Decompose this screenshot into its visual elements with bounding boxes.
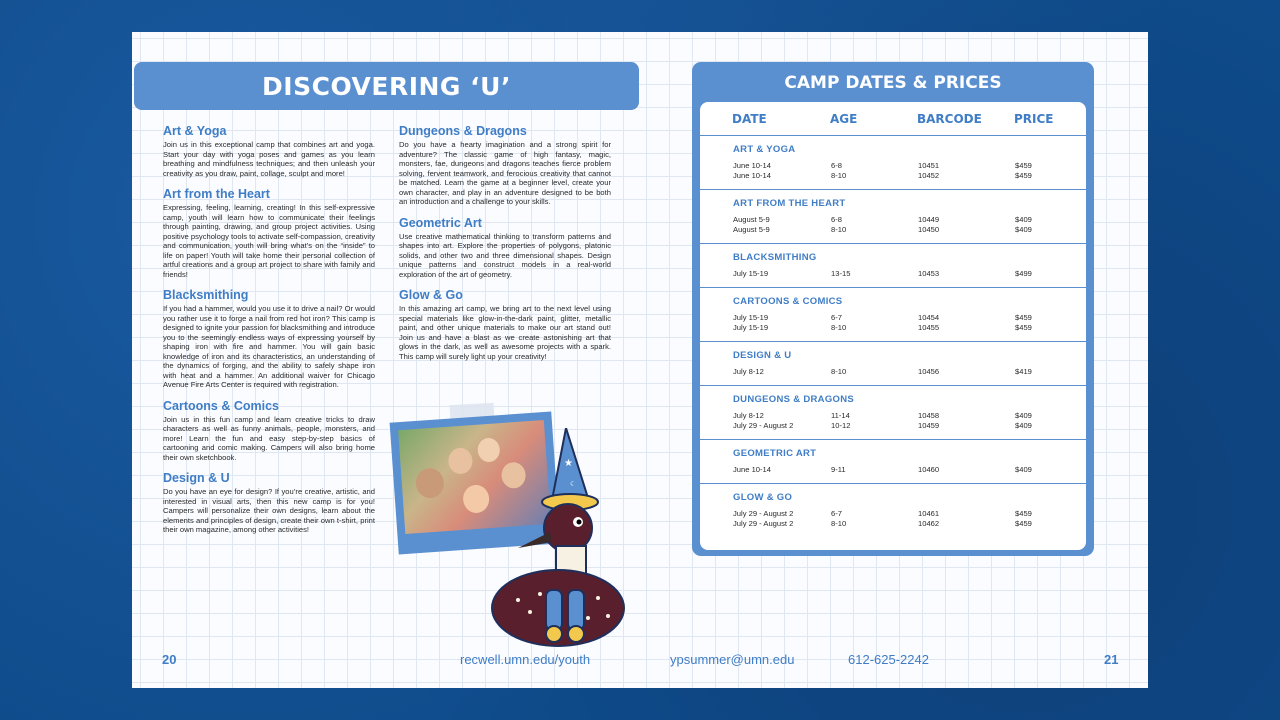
cell-age: 8-10 xyxy=(831,519,847,528)
table-row xyxy=(733,215,1086,225)
camp-title: Cartoons & Comics xyxy=(163,398,279,413)
price-group xyxy=(700,386,1086,440)
cell-barcode: 10449 xyxy=(918,215,940,224)
header-barcode: BARCODE xyxy=(917,111,982,126)
cell-age: 6-7 xyxy=(831,509,842,518)
group-title: CARTOONS & COMICS xyxy=(733,296,843,307)
brochure-spread xyxy=(132,32,1148,688)
camp-title: Glow & Go xyxy=(399,288,463,302)
group-title: DUNGEONS & DRAGONS xyxy=(733,394,854,405)
cell-barcode: 10451 xyxy=(918,161,940,170)
phone-number: 612-625-2242 xyxy=(848,652,929,667)
group-title: ART FROM THE HEART xyxy=(733,198,846,209)
camp-section xyxy=(163,187,375,279)
camp-title: Art from the Heart xyxy=(163,187,270,201)
group-title: GLOW & GO xyxy=(733,492,793,503)
cell-barcode: 10458 xyxy=(918,411,940,420)
table-row xyxy=(733,171,1086,181)
cell-barcode: 10455 xyxy=(918,323,940,332)
table-row xyxy=(733,411,1086,421)
header-age: AGE xyxy=(830,111,858,126)
group-title: BLACKSMITHING xyxy=(733,252,817,263)
cell-date: July 15-19 xyxy=(733,323,769,332)
table-header xyxy=(700,102,1086,136)
cell-barcode: 10459 xyxy=(918,421,940,430)
camp-description: Do you have an eye for design? If you’re creative, artistic, and interested in visual arts, then this new camp is for you! Campers will personalize their own designs, learn about the elements and principles of design, create their own t-shirt, print their own magazine, among other activities! xyxy=(163,487,375,534)
camp-list-left xyxy=(163,124,375,544)
cell-age: 8-10 xyxy=(831,225,847,234)
cell-date: July 15-19 xyxy=(733,269,769,278)
cell-age: 6-8 xyxy=(831,215,842,224)
page-title: DISCOVERING ‘U’ xyxy=(134,62,639,110)
cell-age: 11-14 xyxy=(831,411,850,420)
table-row xyxy=(733,519,1086,529)
cell-date: July 15-19 xyxy=(733,313,769,322)
camp-description: Do you have a hearty imagination and a strong spirit for adventure? The classic game of high fantasy, magic, monsters, fae, dungeons and dragons teaches fierce problem solving, fervent teamwork, and ferocious creativity that cannot be matched. Learn the game at a beginner level, create your own character, and play in an adventure designed to be both an introduction and a challenge to your skills. xyxy=(399,140,611,206)
cell-age: 13-15 xyxy=(831,269,851,278)
cell-date: June 10-14 xyxy=(733,171,771,180)
cell-date: July 29 - August 2 xyxy=(733,509,794,518)
svg-text:★: ★ xyxy=(564,458,573,469)
wizard-loon-mascot xyxy=(488,428,628,658)
cell-barcode: 10454 xyxy=(918,313,940,322)
camp-title: Blacksmithing xyxy=(163,288,249,302)
cell-age: 8-10 xyxy=(831,367,847,376)
cell-price: $459 xyxy=(1015,509,1032,518)
camp-section xyxy=(163,288,375,390)
cell-age: 8-10 xyxy=(831,323,847,332)
cell-date: June 10-14 xyxy=(733,161,771,170)
cell-price: $459 xyxy=(1015,313,1032,322)
cell-price: $409 xyxy=(1015,465,1032,474)
cell-price: $409 xyxy=(1015,421,1032,430)
cell-age: 6-8 xyxy=(831,161,842,170)
cell-price: $459 xyxy=(1015,171,1032,180)
table-row xyxy=(733,509,1086,519)
camp-list-middle xyxy=(399,124,611,370)
table-row xyxy=(733,225,1086,235)
cell-date: August 5-9 xyxy=(733,225,770,234)
svg-text:☾: ☾ xyxy=(570,480,577,488)
cell-date: July 29 - August 2 xyxy=(733,421,794,430)
table-row xyxy=(733,323,1086,333)
camp-title: Geometric Art xyxy=(399,215,482,230)
cell-price: $409 xyxy=(1015,225,1032,234)
camp-description: In this amazing art camp, we bring art to the next level using special materials like glow-in-the-dark paint, glitter, metallic paint, and other unique materials to make our art stand out! Join us and have a blast as we create astonishing art that glows in the dark, as well as awesome projects with a spark. This camp will surely light up your creativity! xyxy=(399,304,611,361)
camp-description: Expressing, feeling, learning, creating! In this self-expressive camp, youth will learn how to communicate their feelings through painting, drawing, and group project activities. Using positive psychology tools to activate self-compassion, creativity and communication, youth will bring what’s on the “inside” to life on paper! Youth will take home their personal collection of artful creations and a group art project to share with family and friends! xyxy=(163,203,375,279)
price-group xyxy=(700,244,1086,288)
price-group xyxy=(700,190,1086,244)
price-group xyxy=(700,342,1086,386)
cell-age: 6-7 xyxy=(831,313,842,322)
prices-panel xyxy=(692,62,1094,556)
cell-barcode: 10453 xyxy=(918,269,940,278)
website-link[interactable]: recwell.umn.edu/youth xyxy=(460,652,591,667)
camp-section xyxy=(163,399,375,463)
cell-price: $459 xyxy=(1015,519,1032,528)
table-row xyxy=(733,421,1086,431)
camp-section xyxy=(399,288,611,361)
camp-description: If you had a hammer, would you use it to drive a nail? Or would you rather use it to forge a nail from red hot iron? This camp is designed to ignite your passion for blacksmithing and introduce you to the seemingly endless ways of expressing yourself by shaping iron with fire and hammer. You will gain basic knowledge of iron and its characteristics, an understanding of the dynamics of forging, and the ability to safely shape iron with heat and a hammer. An additional waiver for Chicago Avenue Fire Arts Center is required with registration. xyxy=(163,304,375,389)
cell-price: $419 xyxy=(1015,367,1032,376)
cell-date: June 10-14 xyxy=(733,465,771,474)
table-row xyxy=(733,367,1086,377)
cell-barcode: 10461 xyxy=(918,509,940,518)
cell-price: $459 xyxy=(1015,323,1032,332)
cell-price: $409 xyxy=(1015,215,1032,224)
table-row xyxy=(733,269,1086,279)
camp-section xyxy=(163,124,375,178)
cell-date: July 8-12 xyxy=(733,367,764,376)
price-group xyxy=(700,136,1086,190)
cell-date: August 5-9 xyxy=(733,215,770,224)
table-row xyxy=(733,313,1086,323)
price-group xyxy=(700,288,1086,342)
camp-section xyxy=(399,216,611,280)
cell-age: 10-12 xyxy=(831,421,851,430)
cell-price: $409 xyxy=(1015,411,1032,420)
prices-title: CAMP DATES & PRICES xyxy=(784,73,1002,93)
prices-table xyxy=(700,102,1086,550)
header-date: DATE xyxy=(732,111,767,126)
cell-barcode: 10456 xyxy=(918,367,940,376)
group-title: ART & YOGA xyxy=(733,144,796,155)
camp-description: Join us in this exceptional camp that combines art and yoga. Start your day with yoga poses and games as you learn breathing and mindfulness techniques; and then unleash your creativity as you draw, paint, collage, sculpt and more! xyxy=(163,140,375,178)
table-groups xyxy=(700,136,1086,537)
group-title: GEOMETRIC ART xyxy=(733,448,817,459)
camp-description: Use creative mathematical thinking to transform patterns and shapes into art. Explore the properties of polygons, platonic solids, and other two and three dimensional shapes. Design unique patterns and construct models in a real-world exploration of the art of geometry. xyxy=(399,231,611,279)
cell-price: $459 xyxy=(1015,161,1032,170)
camp-title: Art & Yoga xyxy=(163,124,227,138)
email-link[interactable]: ypsummer@umn.edu xyxy=(670,652,795,667)
table-row xyxy=(733,465,1086,475)
camp-description: Join us in this fun camp and learn creative tricks to draw characters as well as funny animals, people, monsters, and more! Learn the fun and easy step-by-step basics of cartooning and comic making. Campers will also bring home their own sketchbook. xyxy=(163,414,375,462)
cell-age: 8-10 xyxy=(831,171,847,180)
camp-section xyxy=(163,471,375,535)
cell-barcode: 10452 xyxy=(918,171,940,180)
cell-price: $499 xyxy=(1015,269,1032,278)
cell-barcode: 10462 xyxy=(918,519,940,528)
cell-barcode: 10460 xyxy=(918,465,940,474)
cell-date: July 8-12 xyxy=(733,411,764,420)
camp-section xyxy=(399,124,611,207)
camp-title: Dungeons & Dragons xyxy=(399,124,527,138)
header-price: PRICE xyxy=(1014,111,1054,126)
price-group xyxy=(700,484,1086,537)
cell-date: July 29 - August 2 xyxy=(733,519,794,528)
page-number-left: 20 xyxy=(162,652,177,667)
cell-age: 9-11 xyxy=(831,465,846,474)
page-number-right: 21 xyxy=(1104,652,1119,667)
price-group xyxy=(700,440,1086,484)
group-title: DESIGN & U xyxy=(733,350,792,361)
camp-title: Design & U xyxy=(163,471,230,485)
cell-barcode: 10450 xyxy=(918,225,940,234)
table-row xyxy=(733,161,1086,171)
